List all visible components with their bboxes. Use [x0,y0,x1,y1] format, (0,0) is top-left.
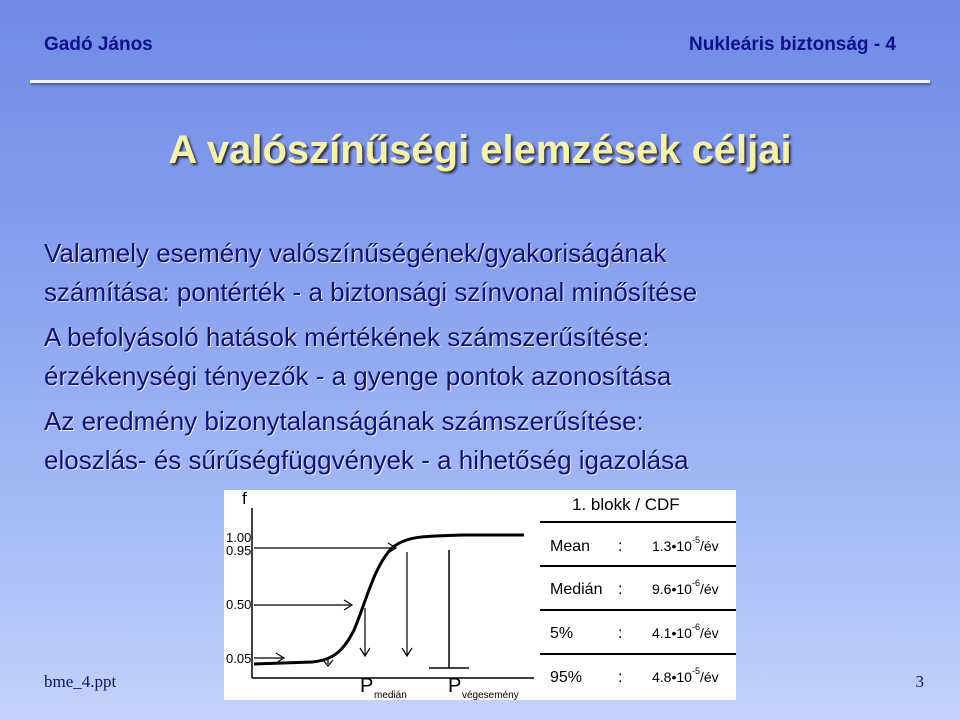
y-tick-label: 0.05 [226,651,252,666]
bullet-line: Valamely esemény valószínűségének/gyakoriságának [44,238,667,268]
header-course-title: Nukleáris biztonság - 4 [689,34,896,55]
bullet-list [44,234,944,486]
row-sep: : [618,625,623,642]
bullet-line: A befolyásoló hatások mértékének számszerűsítése: [44,322,650,352]
y-axis-label: f [242,490,247,508]
cdf-curve [254,535,524,664]
x-label-event-sub: végesemény [462,690,519,700]
header-divider [30,80,930,83]
row-sep: : [618,581,623,598]
slide-title: A valószínűségi elemzések céljai [168,128,792,172]
footer-filename: bme_4.ppt [44,672,117,691]
row-sep: : [618,538,623,555]
row-value: $9.6•10^{-6}/év$ [652,578,719,597]
row-name: Mean [550,538,591,555]
x-label-median: P [360,675,374,697]
row-sep: : [618,669,623,686]
page-number: 3 [915,672,924,691]
y-tick-label: 1.00 [226,530,252,545]
row-value: $1.3•10^{-5}/év$ [652,535,719,554]
row-name: 95% [550,669,583,686]
bullet-line: eloszlás- és sűrűségfüggvények - a hihetőség igazolása [44,445,689,475]
row-name: Medián [550,581,603,598]
header-author: Gadó János [44,34,153,55]
y-tick-label: 0.50 [226,597,252,612]
bullet-line: Az eredmény bizonytalanságának számszerűsítése: [44,406,644,436]
y-tick-label: 0.95 [226,543,252,558]
row-name: 5% [550,625,574,642]
table-title: 1. blokk / CDF [572,495,680,514]
x-label-event: P [448,675,462,697]
cdf-figure [224,490,736,700]
cdf-figure-svg [224,490,736,700]
bullet-item [44,234,944,312]
row-value: $4.1•10^{-6}/év$ [652,622,719,641]
bullet-line: számítása: pontérték - a biztonsági színvonal minősítése [44,277,698,307]
bullet-item [44,318,944,396]
bullet-item [44,402,944,480]
x-label-median-sub: medián [374,690,407,700]
bullet-line: érzékenységi tényezők - a gyenge pontok azonosítása [44,361,672,391]
row-value: $4.8•10^{-5}/év$ [652,666,719,685]
